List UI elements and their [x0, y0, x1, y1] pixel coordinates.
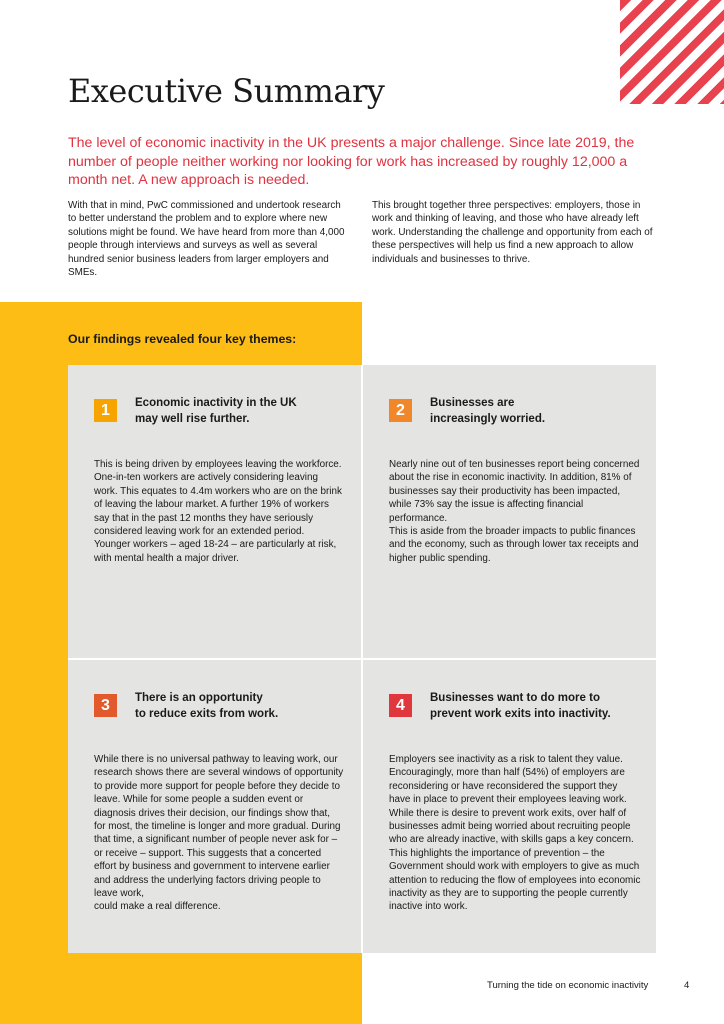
- decorative-stripes: [620, 0, 724, 104]
- theme-title-line: prevent work exits into inactivity.: [430, 707, 611, 720]
- footer-title: Turning the tide on economic inactivity: [487, 980, 649, 991]
- theme-title-line: may well rise further.: [135, 412, 250, 425]
- page-title: Executive Summary: [68, 72, 385, 110]
- theme-body-paragraph: This highlights the importance of prevention – the Government should work with employers to give as much attention to reducing the flow of employees into economic inactivity as they are to supporting the people currently inactive into work.: [389, 847, 641, 913]
- theme-body: [389, 458, 641, 565]
- lead-paragraph: The level of economic inactivity in the UK presents a major challenge. Since late 2019, the number of people neither working nor looking for work has increased by roughly 12,000 a month net. A new approach is needed.: [68, 135, 635, 188]
- theme-title: [135, 691, 340, 722]
- page-number: 4: [684, 980, 690, 991]
- theme-card-3: [68, 660, 361, 953]
- theme-title: [430, 396, 635, 427]
- theme-number-badge: 1: [94, 399, 117, 422]
- theme-title-line: Businesses are: [430, 397, 515, 409]
- theme-number-badge: 2: [389, 399, 412, 422]
- theme-body-paragraph: Younger workers – aged 18-24 – are particularly at risk, with mental health a major driver.: [94, 539, 337, 564]
- theme-body: [94, 458, 344, 565]
- themes-grid: [68, 365, 656, 953]
- theme-title-line: to reduce exits from work.: [135, 707, 279, 720]
- theme-title-line: increasingly worried.: [430, 412, 546, 425]
- theme-body-paragraph: Nearly nine out of ten businesses report being concerned about the rise in economic inactivity. In addition, 81% of businesses say their productivity has been impacted, while 73% say the issue is affecting financial performance.: [389, 459, 640, 524]
- theme-title: [135, 396, 340, 427]
- theme-body-paragraph: could make a real difference.: [94, 901, 221, 913]
- theme-body: [389, 753, 641, 914]
- theme-body-paragraph: This is aside from the broader impacts to public finances and the economy, such as through lower tax receipts and higher public spending.: [389, 526, 639, 564]
- theme-card-1: [68, 365, 361, 658]
- theme-body-paragraph: This is being driven by employees leaving the workforce. One-in-ten workers are actively considering leaving work. This equates to 4.4m workers who are on the brink of leaving the labour market. A further 19% of workers say that in the past 12 months they have seriously considered leaving work for an extended period.: [94, 459, 342, 538]
- theme-title-line: Economic inactivity in the UK: [135, 397, 297, 409]
- intro-right-paragraph: This brought together three perspectives: employers, those in work and thinking of leaving, and those who have already left work. Understanding the challenge and opportunity from each of these perspectives will help us find a new approach to allow individuals and businesses to thrive.: [372, 200, 653, 265]
- theme-card-4: [363, 660, 656, 953]
- themes-heading: Our findings revealed four key themes:: [68, 332, 297, 346]
- theme-number-badge: 4: [389, 694, 412, 717]
- intro-left-paragraph: With that in mind, PwC commissioned and undertook research to better understand the problem and to explore where new solutions might be found. We have heard from more than 4,000 people through interviews and surveys as well as several hundred senior business leaders from larger employers and SMEs.: [68, 200, 345, 279]
- theme-title-line: There is an opportunity: [135, 692, 263, 704]
- theme-body-paragraph: While there is no universal pathway to leaving work, our research shows there are several windows of opportunity to provide more support for people before they decide to leave. While for some people a sudden event or diagnosis drives their decision, our findings show that, for most, the timeline is longer and more gradual. During that time, a significant number of people never ask for – or receive – support. This suggests that a concerted effort by business and government to intervene earlier and address the underlying factors driving people to leave work,: [94, 754, 344, 900]
- theme-body: [94, 753, 344, 914]
- theme-body-paragraph: Employers see inactivity as a risk to talent they value. Encouragingly, more than half (54%) of employers are reconsidering or have reconsidered the support they have in place to prevent their employees leaving work. While there is desire to prevent work exits, over half of businesses admit being worried about recruiting people who are already inactive, with skills gaps a key concern.: [389, 754, 634, 846]
- theme-title: [430, 691, 635, 722]
- theme-number-badge: 3: [94, 694, 117, 717]
- theme-card-2: [363, 365, 656, 658]
- theme-title-line: Businesses want to do more to: [430, 692, 600, 704]
